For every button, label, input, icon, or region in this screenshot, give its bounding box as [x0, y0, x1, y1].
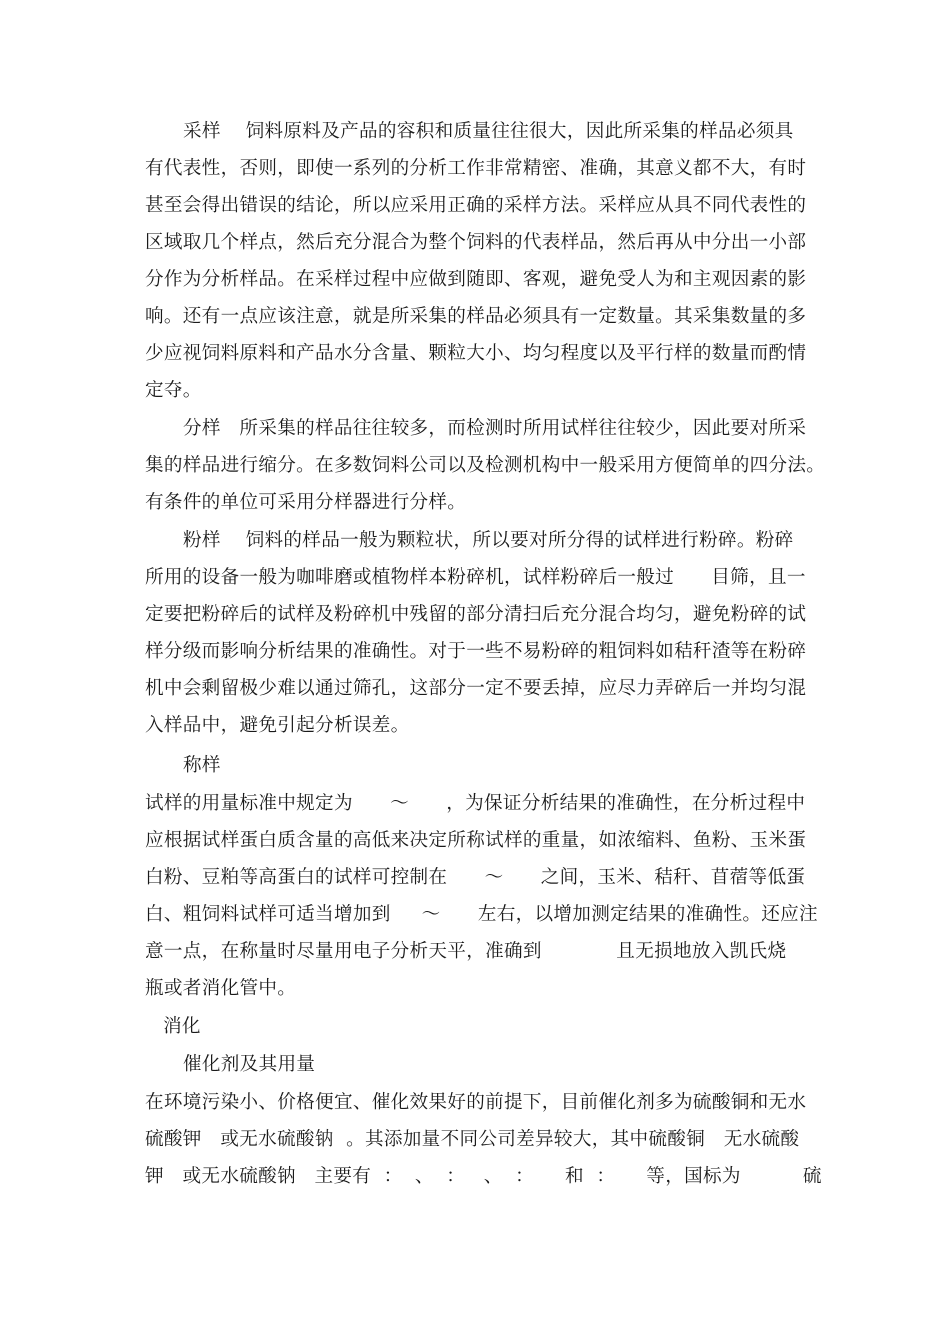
paragraph-sampling-line-4: 区域取几个样点，然后充分混合为整个饲料的代表样品，然后再从中分出一小部	[145, 232, 807, 253]
paragraph-grinding-line-1: 粉样 饲料的样品一般为颗粒状，所以要对所分得的试样进行粉碎。粉碎	[183, 530, 794, 551]
paragraph-weighing-line-2: 应根据试样蛋白质含量的高低来决定所称试样的重量，如浓缩料、鱼粉、玉米蛋	[145, 830, 807, 851]
paragraph-grinding-line-2: 所用的设备一般为咖啡磨或植物样本粉碎机，试样粉碎后一般过 目筛，且一	[145, 567, 806, 588]
heading-catalyst: 催化剂及其用量	[183, 1054, 316, 1075]
paragraph-sampling-line-7: 少应视饲料原料和产品水分含量、颗粒大小、均匀程度以及平行样的数量而酌情	[145, 343, 807, 364]
paragraph-catalyst-line-1: 在环境污染小、价格便宜、催化效果好的前提下，目前催化剂多为硫酸铜和无水	[145, 1092, 807, 1113]
paragraph-grinding-line-5: 机中会剩留极少难以通过筛孔，这部分一定不要丢掉，应尽力弄碎后一并均匀混	[145, 678, 807, 699]
paragraph-sampling-line-6: 响。还有一点应该注意，就是所采集的样品必须具有一定数量。其采集数量的多	[145, 306, 807, 327]
paragraph-sampling-line-1: 采样 饲料原料及产品的容积和质量往往很大，因此所采集的样品必须具	[183, 121, 794, 142]
paragraph-catalyst-line-3: 钾 或无水硫酸钠 主要有 ： 、 ： 、 ： 和 ： 等，国标为 硫	[145, 1166, 822, 1187]
paragraph-grinding-line-4: 样分级而影响分析结果的准确性。对于一些不易粉碎的粗饲料如秸秆渣等在粉碎	[145, 641, 807, 662]
paragraph-weighing-line-4: 白、粗饲料试样可适当增加到 ～ 左右，以增加测定结果的准确性。还应注	[145, 904, 818, 925]
paragraph-dividing-line-2: 集的样品进行缩分。在多数饲料公司以及检测机构中一般采用方便简单的四分法。	[145, 455, 826, 476]
paragraph-dividing-line-1: 分样 所采集的样品往往较多，而检测时所用试样往往较少，因此要对所采	[183, 418, 807, 439]
paragraph-weighing-line-5: 意一点，在称量时尽量用电子分析天平，准确到 且无损地放入凯氏烧	[145, 941, 787, 962]
paragraph-sampling-line-3: 甚至会得出错误的结论，所以应采用正确的采样方法。采样应从具不同代表性的	[145, 195, 807, 216]
paragraph-sampling-line-2: 有代表性，否则，即使一系列的分析工作非常精密、准确，其意义都不大，有时	[145, 158, 807, 179]
paragraph-catalyst-line-2: 硫酸钾 或无水硫酸钠 。其添加量不同公司差异较大，其中硫酸铜 无水硫酸	[145, 1129, 800, 1150]
paragraph-grinding-line-6: 入样品中，避免引起分析误差。	[145, 715, 410, 736]
paragraph-sampling-line-5: 分作为分析样品。在采样过程中应做到随即、客观，避免受人为和主观因素的影	[145, 269, 807, 290]
heading-digestion: 消化	[163, 1016, 201, 1037]
heading-weighing: 称样	[183, 755, 221, 776]
paragraph-weighing-line-1: 试样的用量标准中规定为 ～ ，为保证分析结果的准确性，在分析过程中	[145, 793, 806, 814]
paragraph-sampling-line-8: 定夺。	[145, 380, 202, 401]
paragraph-dividing-line-3: 有条件的单位可采用分样器进行分样。	[145, 492, 467, 513]
paragraph-grinding-line-3: 定要把粉碎后的试样及粉碎机中残留的部分清扫后充分混合均匀，避免粉碎的试	[145, 604, 807, 625]
paragraph-weighing-line-6: 瓶或者消化管中。	[145, 978, 297, 999]
paragraph-weighing-line-3: 白粉、豆粕等高蛋白的试样可控制在 ～ 之间，玉米、秸秆、苜蓿等低蛋	[145, 867, 806, 888]
